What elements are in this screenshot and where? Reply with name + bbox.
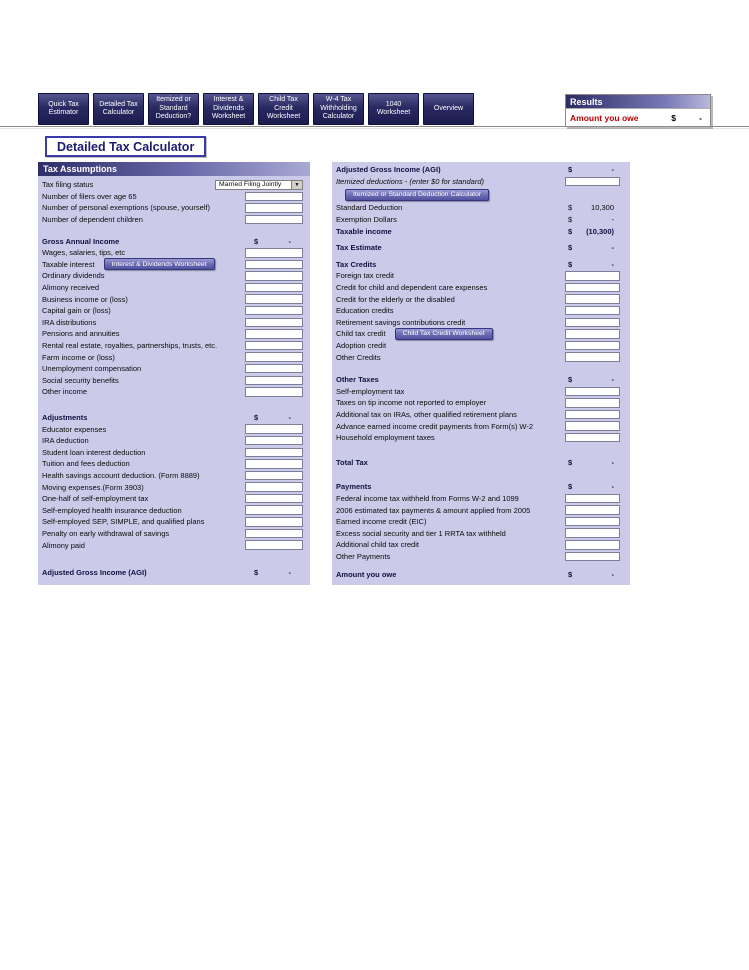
row-input[interactable]	[245, 341, 303, 351]
section-amount	[245, 237, 303, 246]
row-input[interactable]	[565, 294, 620, 304]
section-label: Total Tax	[336, 457, 368, 467]
currency-symbol: $	[568, 243, 573, 253]
gross-income-header	[38, 235, 310, 247]
row-label: Business income or (loss)	[42, 294, 128, 304]
row-label: Social security benefits	[42, 375, 119, 385]
worksheet-tab[interactable]	[423, 93, 474, 125]
section-amount	[565, 570, 620, 579]
adjustment-row	[38, 504, 310, 516]
row-label: Self-employment tax	[336, 386, 405, 396]
taxable-income-row	[332, 225, 630, 237]
form-row	[38, 202, 310, 214]
worksheet-tab[interactable]	[368, 93, 419, 125]
tax-credit-row	[332, 328, 630, 340]
row-label: Alimony paid	[42, 540, 85, 550]
currency-symbol: $	[568, 457, 573, 467]
row-label: IRA deduction	[42, 436, 89, 446]
income-row	[38, 259, 310, 271]
tab-label: W-4 Tax Withholding Calculator	[320, 96, 357, 121]
tax-credit-row	[332, 340, 630, 352]
section-amount	[245, 568, 303, 577]
adjustment-row	[38, 516, 310, 528]
section-amount	[565, 458, 620, 467]
row-input[interactable]	[565, 421, 620, 431]
itemized-deductions-input[interactable]	[565, 177, 620, 187]
tab-label: 1040 Worksheet	[376, 100, 411, 116]
section-amount	[565, 482, 620, 491]
amount-value: -	[611, 482, 614, 492]
assumption-rows	[38, 191, 310, 226]
section-label: Gross Annual Income	[42, 236, 120, 246]
tax-credits-header	[332, 259, 630, 271]
row-input[interactable]	[565, 410, 620, 420]
row-label: Farm income or (loss)	[42, 352, 115, 362]
adjustments-header	[38, 412, 310, 424]
filing-status-label: Tax filing status	[42, 180, 94, 190]
row-label: Foreign tax credit	[336, 271, 394, 281]
row-input[interactable]	[565, 505, 620, 515]
section-amount	[565, 243, 620, 252]
row-label: Ordinary dividends	[42, 271, 105, 281]
row-input[interactable]	[245, 283, 303, 293]
row-label: Penalty on early withdrawal of savings	[42, 528, 170, 538]
adjustment-row	[38, 528, 310, 540]
section-label: Payments	[336, 482, 372, 492]
tax-assumptions-panel	[38, 162, 310, 585]
row-input[interactable]	[245, 436, 303, 446]
row-input[interactable]	[245, 505, 303, 515]
row-input[interactable]	[245, 364, 303, 374]
standard-deduction-row	[332, 202, 630, 214]
section-title: Tax Assumptions	[43, 164, 118, 174]
itemized-calculator-row	[332, 187, 630, 202]
amount-you-owe-value: -	[699, 112, 702, 123]
tax-results-panel	[332, 162, 630, 585]
tab-label: Detailed Tax Calculator	[99, 100, 138, 116]
currency-symbol: $	[254, 236, 259, 246]
worksheet-tabs	[38, 93, 474, 125]
row-input[interactable]	[565, 283, 620, 293]
tax-credit-row	[332, 270, 630, 282]
payment-row	[332, 504, 630, 516]
tax-credit-row	[332, 293, 630, 305]
worksheet-tab[interactable]	[38, 93, 89, 125]
row-input[interactable]	[565, 494, 620, 504]
income-row	[38, 328, 310, 340]
filing-status-value: Married Filing Jointly	[219, 181, 282, 189]
row-label: Number of filers over age 65	[42, 191, 137, 201]
row-input[interactable]	[245, 540, 303, 550]
agi-row	[332, 164, 630, 176]
taxable-income-value: (10,300)	[586, 226, 614, 236]
tax-credit-row	[332, 305, 630, 317]
section-label: Adjusted Gross Income (AGI)	[42, 568, 147, 578]
results-header	[566, 95, 710, 108]
row-label: Alimony received	[42, 283, 100, 293]
amount-value: -	[611, 569, 614, 579]
section-label: Taxable income	[336, 226, 392, 236]
row-label: Number of personal exemptions (spouse, yourself)	[42, 203, 210, 213]
page-title: Detailed Tax Calculator	[57, 139, 195, 154]
row-input[interactable]	[245, 459, 303, 469]
income-row	[38, 340, 310, 352]
agi-summary-row	[38, 567, 310, 579]
adjustment-row	[38, 470, 310, 482]
gross-income-rows	[38, 247, 310, 398]
row-input[interactable]	[245, 260, 303, 270]
row-label: Self-employed health insurance deduction	[42, 505, 182, 515]
row-label: Taxes on tip income not reported to employer	[336, 398, 487, 408]
form-row	[38, 214, 310, 226]
row-input[interactable]	[245, 248, 303, 258]
other-tax-rows	[332, 386, 630, 444]
row-label: Wages, salaries, tips, etc	[42, 248, 126, 258]
row-label: Federal income tax withheld from Forms W-2 and 1099	[336, 493, 519, 503]
standard-deduction-value: 10,300	[591, 203, 614, 213]
other-tax-row	[332, 409, 630, 421]
income-row	[38, 351, 310, 363]
other-tax-row	[332, 420, 630, 432]
row-input[interactable]	[245, 329, 303, 339]
row-label: Adoption credit	[336, 341, 387, 351]
currency-symbol: $	[254, 412, 259, 422]
payment-row	[332, 527, 630, 539]
row-input[interactable]	[245, 215, 303, 225]
currency-symbol: $	[568, 165, 573, 175]
tax-assumptions-header	[38, 162, 310, 176]
tab-label: Overview	[433, 104, 464, 112]
payment-rows	[332, 493, 630, 563]
row-input[interactable]	[245, 352, 303, 362]
currency-symbol: $	[568, 203, 573, 213]
other-taxes-header	[332, 374, 630, 386]
amount-value: -	[288, 236, 291, 246]
section-label: Tax Credits	[336, 259, 377, 269]
worksheet-tab[interactable]	[203, 93, 254, 125]
amount-value: -	[611, 243, 614, 253]
section-label: Tax Estimate	[336, 243, 382, 253]
payment-row	[332, 551, 630, 563]
income-row	[38, 305, 310, 317]
amount-value: -	[288, 568, 291, 578]
worksheet-tab[interactable]	[93, 93, 144, 125]
currency-symbol: $	[568, 569, 573, 579]
adjustment-row	[38, 539, 310, 551]
row-label: 2006 estimated tax payments & amount applied from 2005	[336, 505, 531, 515]
row-label: Self-employed SEP, SIMPLE, and qualified plans	[42, 517, 205, 527]
exemption-dollars-row	[332, 214, 630, 226]
row-input[interactable]	[245, 517, 303, 527]
row-input[interactable]	[565, 387, 620, 397]
row-label: Additional tax on IRAs, other qualified retirement plans	[336, 409, 517, 419]
row-amount	[565, 215, 620, 224]
worksheet-tab[interactable]	[313, 93, 364, 125]
other-tax-row	[332, 397, 630, 409]
amount-value: -	[611, 165, 614, 175]
amount-value: -	[611, 259, 614, 269]
tab-label: Quick Tax Estimator	[48, 100, 79, 116]
income-row	[38, 317, 310, 329]
row-label: Rental real estate, royalties, partnerships, trusts, etc.	[42, 341, 218, 351]
exemption-value: -	[611, 215, 614, 225]
row-input[interactable]	[245, 387, 303, 397]
row-input[interactable]	[245, 494, 303, 504]
chevron-down-icon: ▼	[291, 181, 302, 189]
row-label: Unemployment compensation	[42, 364, 142, 374]
row-label: Tuition and fees deduction	[42, 459, 130, 469]
income-row	[38, 293, 310, 305]
row-input[interactable]	[565, 329, 620, 339]
tab-label: Child Tax Credit Worksheet	[266, 96, 301, 121]
row-label: Excess social security and tier 1 RRTA tax withheld	[336, 528, 506, 538]
interest-dividends-worksheet-button[interactable]: Interest & Dividends Worksheet	[104, 258, 215, 270]
adjustment-row	[38, 493, 310, 505]
form-row	[38, 191, 310, 203]
row-label: Other Payments	[336, 551, 391, 561]
currency-symbol: $	[568, 482, 573, 492]
payments-header	[332, 481, 630, 493]
row-label: Number of dependent children	[42, 215, 143, 225]
adjustment-row	[38, 423, 310, 435]
adjustment-row	[38, 481, 310, 493]
results-title: Results	[570, 96, 603, 107]
row-input[interactable]	[565, 271, 620, 281]
row-input[interactable]	[245, 192, 303, 202]
row-label: Other Credits	[336, 352, 381, 362]
row-label: Taxable interest	[42, 259, 95, 269]
amount-you-owe-label: Amount you owe	[570, 112, 639, 123]
section-label: Other Taxes	[336, 375, 379, 385]
row-input[interactable]	[565, 318, 620, 328]
income-row	[38, 282, 310, 294]
payment-row	[332, 493, 630, 505]
tax-credit-row	[332, 282, 630, 294]
row-input[interactable]	[565, 306, 620, 316]
currency-symbol: $	[568, 375, 573, 385]
section-amount	[565, 260, 620, 269]
row-label: One-half of self-employment tax	[42, 494, 149, 504]
row-input[interactable]	[245, 482, 303, 492]
row-label: Advance earned income credit payments from Form(s) W-2	[336, 421, 534, 431]
child-tax-credit-worksheet-button[interactable]: Child Tax Credit Worksheet	[395, 328, 493, 340]
results-panel	[565, 94, 711, 127]
other-tax-row	[332, 432, 630, 444]
itemized-or-standard-calculator-button[interactable]: Itemized or Standard Deduction Calculator	[345, 189, 489, 201]
currency-symbol: $	[254, 568, 259, 578]
adjustment-row	[38, 435, 310, 447]
currency-symbol: $	[671, 112, 676, 123]
row-input[interactable]	[245, 448, 303, 458]
row-label: Educator expenses	[42, 424, 107, 434]
filing-status-select[interactable]	[215, 180, 303, 190]
itemized-deductions-row	[332, 176, 630, 188]
row-input[interactable]	[565, 433, 620, 443]
amount-value: -	[611, 375, 614, 385]
row-label: Earned income credit (EIC)	[336, 517, 427, 527]
row-input[interactable]	[245, 203, 303, 213]
row-label: Standard Deduction	[336, 203, 403, 213]
row-label: Household employment taxes	[336, 433, 435, 443]
tax-credit-row	[332, 351, 630, 363]
income-row	[38, 247, 310, 259]
row-label: Moving expenses.(Form 3903)	[42, 482, 144, 492]
row-label: Capital gain or (loss)	[42, 306, 111, 316]
row-label: Student loan interest deduction	[42, 447, 146, 457]
row-input[interactable]	[245, 271, 303, 281]
row-input[interactable]	[245, 306, 303, 316]
total-tax-row	[332, 456, 630, 468]
adjustment-row	[38, 446, 310, 458]
row-label: Pensions and annuities	[42, 329, 120, 339]
row-label: Child tax credit	[336, 329, 386, 339]
payment-row	[332, 516, 630, 528]
row-input[interactable]	[565, 540, 620, 550]
row-input[interactable]	[245, 318, 303, 328]
row-input[interactable]	[565, 552, 620, 562]
section-label: Amount you owe	[336, 569, 397, 579]
currency-symbol: $	[568, 226, 573, 236]
row-input[interactable]	[565, 341, 620, 351]
amount-value: -	[611, 457, 614, 467]
section-amount	[245, 413, 303, 422]
income-row	[38, 363, 310, 375]
worksheet-tab[interactable]	[148, 93, 199, 125]
currency-symbol: $	[568, 259, 573, 269]
row-label: Health savings account deduction. (Form 8889)	[42, 470, 200, 480]
amount-you-owe-row	[332, 568, 630, 580]
adjustment-rows	[38, 423, 310, 551]
row-label: Other income	[42, 387, 88, 397]
row-input[interactable]	[565, 352, 620, 362]
income-row	[38, 270, 310, 282]
row-label: Credit for child and dependent care expenses	[336, 283, 488, 293]
row-label: Exemption Dollars	[336, 215, 397, 225]
row-input[interactable]	[565, 398, 620, 408]
row-input[interactable]	[565, 528, 620, 538]
filing-status-row	[38, 179, 310, 191]
section-amount	[565, 375, 620, 384]
section-label: Adjustments	[42, 412, 88, 422]
itemized-deductions-label: Itemized deductions - (enter $0 for standard)	[336, 176, 484, 186]
income-row	[38, 375, 310, 387]
row-amount	[565, 203, 620, 212]
amount-value: -	[288, 412, 291, 422]
row-input[interactable]	[245, 471, 303, 481]
row-label: Retirement savings contributions credit	[336, 317, 466, 327]
payment-row	[332, 539, 630, 551]
tax-credit-row	[332, 317, 630, 329]
row-input[interactable]	[245, 376, 303, 386]
section-amount	[565, 165, 620, 174]
tab-label: Interest & Dividends Worksheet	[211, 96, 246, 121]
results-row	[566, 108, 710, 126]
tax-credit-rows	[332, 270, 630, 363]
row-input[interactable]	[245, 424, 303, 434]
row-input[interactable]	[245, 294, 303, 304]
worksheet-tab[interactable]	[258, 93, 309, 125]
row-label: Education credits	[336, 306, 394, 316]
section-amount	[565, 227, 620, 236]
row-label: Credit for the elderly or the disabled	[336, 294, 455, 304]
page-title-box	[45, 136, 206, 157]
row-input[interactable]	[565, 517, 620, 527]
tab-label: Itemized or Standard Deduction?	[155, 96, 192, 121]
other-tax-row	[332, 386, 630, 398]
currency-symbol: $	[568, 215, 573, 225]
row-label: Additional child tax credit	[336, 540, 419, 550]
tax-estimate-row	[332, 242, 630, 254]
row-label: IRA distributions	[42, 317, 97, 327]
section-label: Adjusted Gross Income (AGI)	[336, 165, 441, 175]
row-input[interactable]	[245, 529, 303, 539]
adjustment-row	[38, 458, 310, 470]
income-row	[38, 386, 310, 398]
